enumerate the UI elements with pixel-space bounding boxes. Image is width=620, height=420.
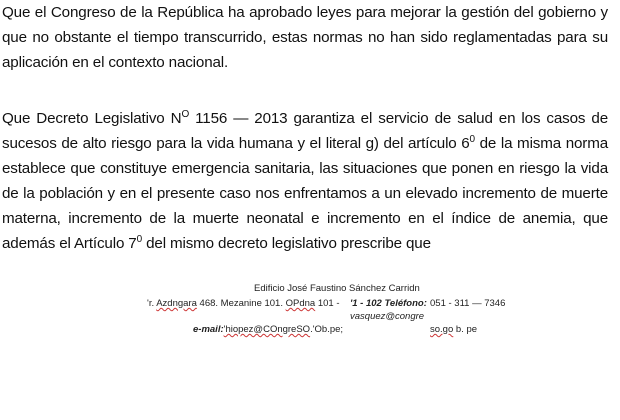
superscript: O: [181, 108, 190, 120]
footer-domain: [430, 324, 477, 335]
paragraph-text: del mismo decreto legislativo prescribe que: [142, 235, 431, 252]
superscript: 0: [469, 133, 475, 145]
address-text: OPdna: [285, 298, 316, 309]
paragraph-text: de la misma norma establece que constituye emergencia sanitaria, las situaciones que ponen en riesgo la vida de la población y en el presente caso nos enfrentamos a un elevado incremento de muerte materna, incremento de la muerte neonatal e incremento en el índice de anemia, que además el Artículo 7: [2, 135, 608, 252]
footer-email-partial: [350, 311, 424, 322]
domain-text: b. pe: [453, 324, 478, 335]
phone-number: 051 - 311 — 7346: [430, 298, 506, 309]
footer-email: [193, 324, 343, 335]
address-text: 101 -: [315, 298, 340, 309]
email-text: .'Ob.pe;: [310, 324, 344, 335]
paragraph-text: Que el Congreso de la República ha aprobado leyes para mejorar la gestión del gobierno y que no obstante el tiempo transcurrido, estas normas no han sido reglamentadas para su aplicación en el contexto nacional.: [2, 4, 608, 71]
address-text: 468. Mezanine 101.: [196, 298, 286, 309]
footer-address: [147, 298, 340, 309]
domain-text: so.go: [430, 324, 454, 335]
paragraph-1: [2, 0, 608, 75]
email-text: vasquez@congre: [350, 311, 425, 322]
footer-phone-label: [350, 298, 427, 309]
phone-label: '1 - 102 Teléfono:: [350, 298, 427, 309]
email-text: 'hiopez@COngreSO: [223, 324, 311, 335]
address-text: 'r.: [147, 298, 157, 309]
footer-phone: [430, 298, 505, 309]
email-label: e-mail:: [193, 324, 224, 335]
superscript: 0: [136, 233, 143, 245]
paragraph-2: [2, 106, 608, 256]
building-text: Edificio José Faustino Sánchez Carridn: [254, 283, 420, 294]
footer-building: [254, 283, 420, 294]
address-text: Azdngara: [156, 298, 197, 309]
paragraph-text: Que Decreto Legislativo N: [2, 110, 182, 127]
paragraph-text: 1156 — 2013 garantiza el servicio de salud en los casos de sucesos de alto riesgo para la vida humana y el literal g) del artículo 6: [2, 110, 608, 152]
